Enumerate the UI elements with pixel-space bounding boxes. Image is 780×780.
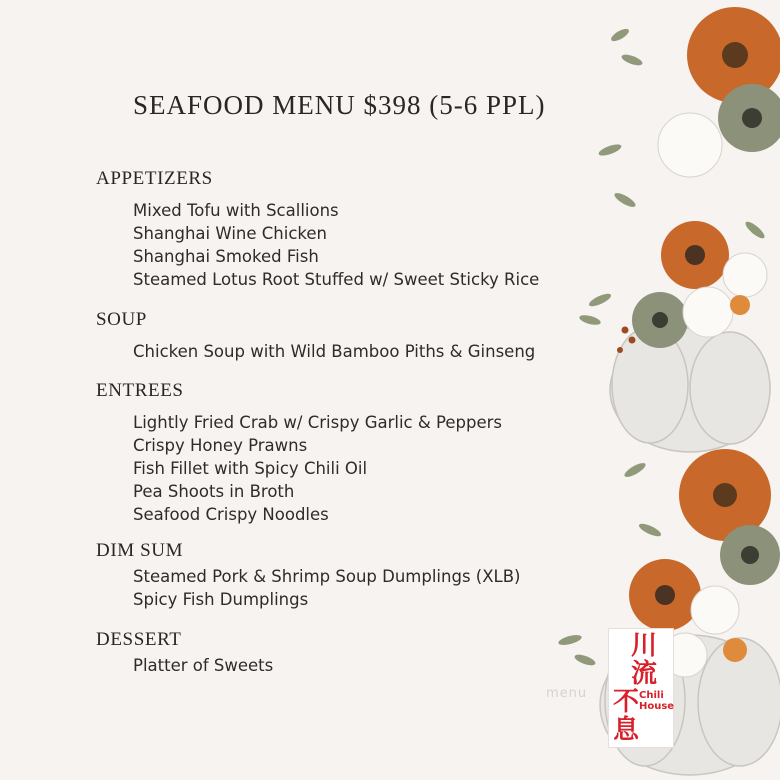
orange-flower-icon	[661, 221, 729, 289]
logo-char: 川	[631, 631, 658, 661]
logo-char: 不	[613, 687, 640, 717]
sage-flower-icon	[720, 525, 780, 585]
section-heading-dessert: DESSERT	[96, 629, 182, 650]
list-item: Crispy Honey Prawns	[133, 436, 308, 455]
list-item: Steamed Pork & Shrimp Soup Dumplings (XLB)	[133, 567, 521, 586]
section-heading-soup: SOUP	[96, 309, 147, 330]
list-item: Shanghai Wine Chicken	[133, 224, 327, 243]
list-item: Fish Fillet with Spicy Chili Oil	[133, 459, 368, 478]
sage-flower-icon	[632, 292, 688, 348]
section-heading-appetizers: APPETIZERS	[96, 168, 213, 189]
list-item: Steamed Lotus Root Stuffed w/ Sweet Sticky Rice	[133, 270, 540, 289]
logo-text: House	[639, 701, 675, 712]
section-heading-entrees: ENTREES	[96, 380, 184, 401]
dessert-list	[133, 654, 273, 677]
list-item: Mixed Tofu with Scallions	[133, 201, 339, 220]
logo-char: 流	[631, 659, 658, 689]
soup-list	[133, 340, 535, 363]
dim-sum-list	[133, 565, 520, 611]
menu-title: SEAFOOD MENU $398 (5-6 PPL)	[133, 90, 546, 120]
section-heading-dim-sum: DIM SUM	[96, 540, 184, 561]
appetizers-list	[133, 199, 539, 291]
logo-text: Chili	[639, 690, 664, 701]
restaurant-logo	[608, 628, 674, 748]
list-item: Lightly Fried Crab w/ Crispy Garlic & Peppers	[133, 413, 502, 432]
list-item: Shanghai Smoked Fish	[133, 247, 319, 266]
list-item: Pea Shoots in Broth	[133, 482, 295, 501]
entrees-list	[133, 411, 502, 526]
list-item: Spicy Fish Dumplings	[133, 590, 309, 609]
list-item: Platter of Sweets	[133, 656, 274, 675]
list-item: Seafood Crispy Noodles	[133, 505, 329, 524]
watermark: menu	[546, 686, 588, 701]
orange-flower-icon	[629, 559, 701, 631]
list-item: Chicken Soup with Wild Bamboo Piths & Ginseng	[133, 342, 536, 361]
logo-char: 息	[613, 715, 640, 745]
